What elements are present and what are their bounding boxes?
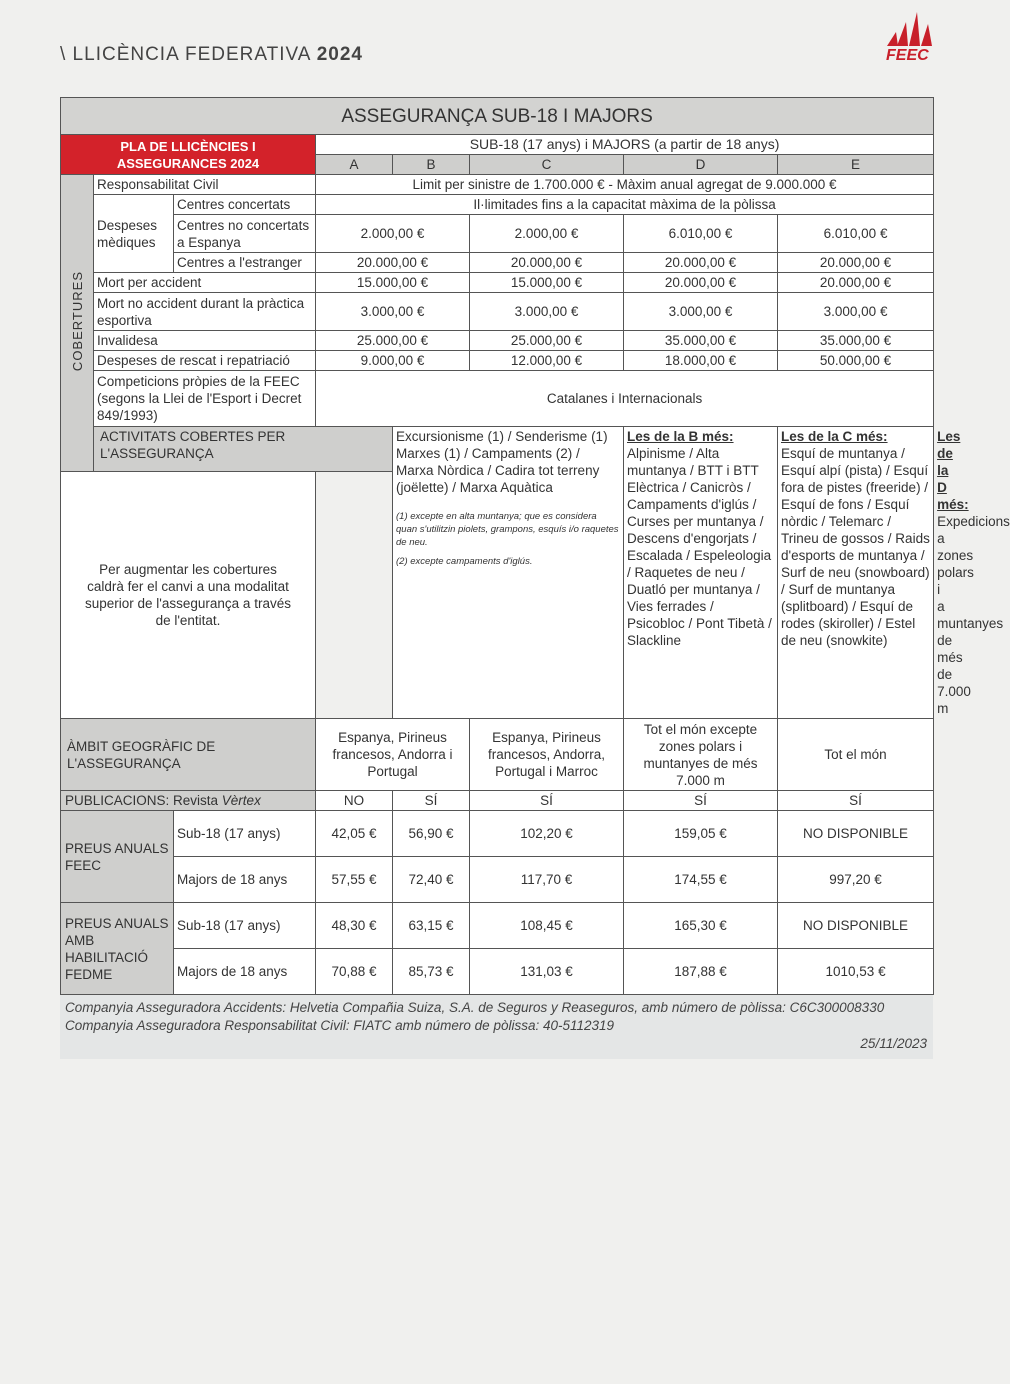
feec-logo (884, 10, 934, 66)
mort-accident-label: Mort per accident (94, 273, 316, 293)
row-competicions (61, 371, 934, 427)
value-cell: 25.000,00 € (316, 331, 470, 351)
plan-header-row (61, 135, 934, 155)
value-cell: 20.000,00 € (778, 273, 934, 293)
activitats-note: Per augmentar les cobertures caldrà fer el canvi a una modalitat superior de l'assegurança a través de l'entitat. (61, 471, 316, 718)
price-cell: 997,20 € (778, 857, 934, 903)
table-title-row (61, 98, 934, 135)
price-cell: 108,45 € (470, 903, 624, 949)
row-centres-concertats (61, 195, 934, 215)
price-cell: 174,55 € (624, 857, 778, 903)
row-ambit (61, 719, 934, 791)
row-centres-estranger (61, 253, 934, 273)
value-cell: 3.000,00 € (316, 293, 470, 331)
ambit-d: Tot el món excepte zones polars i muntanyes de més 7.000 m (624, 719, 778, 791)
row-activitats (61, 427, 934, 472)
row-rescat (61, 351, 934, 371)
preus-feec-label: PREUS ANUALS FEEC (61, 811, 174, 903)
price-cell: 117,70 € (470, 857, 624, 903)
row-preus-feec-sub18 (61, 811, 934, 857)
majors-label: Majors de 18 anys (174, 857, 316, 903)
value-cell: 20.000,00 € (624, 273, 778, 293)
publicacions-d: SÍ (624, 791, 778, 811)
insurance-table-container (60, 97, 1010, 1059)
publicacions-label (61, 791, 316, 811)
value-cell: 12.000,00 € (470, 351, 624, 371)
column-c: C (470, 155, 624, 175)
activitats-ab (393, 427, 624, 719)
ambit-e: Tot el món (778, 719, 934, 791)
value-cell: 20.000,00 € (316, 253, 470, 273)
value-cell: 35.000,00 € (624, 331, 778, 351)
centres-concertats-label: Centres concertats (174, 195, 316, 215)
publicacions-e: SÍ (778, 791, 934, 811)
price-cell: 57,55 € (316, 857, 393, 903)
activitats-ab-note1: (1) excepte en alta muntanya; que es considera quan s'utilitzin piolets, grampons, esquís i/o raquetes de neu. (396, 511, 619, 548)
value-cell: 25.000,00 € (470, 331, 624, 351)
rc-value: Limit per sinistre de 1.700.000 € - Màxim anual agregat de 9.000.000 € (316, 175, 934, 195)
price-cell: 70,88 € (316, 949, 393, 995)
activitats-c (624, 427, 778, 719)
majors-label: Majors de 18 anys (174, 949, 316, 995)
despeses-label: Despeses mèdiques (94, 195, 174, 273)
insurance-table (60, 97, 1010, 995)
row-mort-accident (61, 273, 934, 293)
centres-no-concertats-label: Centres no concertats a Espanya (174, 215, 316, 253)
competicions-value: Catalanes i Internacionals (316, 371, 934, 427)
price-cell: 102,20 € (470, 811, 624, 857)
activitats-ab-text: Excursionisme (1) / Senderisme (1) Marxes (1) / Campaments (2) / Marxa Nòrdica / Cadira tot terreny (joëlette) / Marxa Aquàtica (396, 429, 608, 495)
value-cell: 18.000,00 € (624, 351, 778, 371)
preus-fedme-label: PREUS ANUALS AMB HABILITACIÓ FEDME (61, 903, 174, 995)
table-title: ASSEGURANÇA SUB-18 I MAJORS (61, 98, 934, 135)
value-cell: 3.000,00 € (624, 293, 778, 331)
title-year: 2024 (316, 44, 363, 65)
row-centres-no-concertats (61, 215, 934, 253)
ambit-c: Espanya, Pirineus francesos, Andorra, Portugal i Marroc (470, 719, 624, 791)
value-cell: 20.000,00 € (624, 253, 778, 273)
value-cell: 6.010,00 € (778, 215, 934, 253)
activitats-c-head: Les de la B més: (627, 429, 734, 444)
rescat-label: Despeses de rescat i repatriació (94, 351, 316, 371)
centres-concertats-value: Il·limitades fins a la capacitat màxima de la pòlissa (316, 195, 934, 215)
sub18-label: Sub-18 (17 anys) (174, 903, 316, 949)
price-cell: 1010,53 € (778, 949, 934, 995)
price-cell: 48,30 € (316, 903, 393, 949)
document-title (60, 44, 363, 66)
column-b: B (393, 155, 470, 175)
price-cell: 187,88 € (624, 949, 778, 995)
value-cell: 15.000,00 € (316, 273, 470, 293)
publicacions-a: NO (316, 791, 393, 811)
column-a: A (316, 155, 393, 175)
value-cell: 9.000,00 € (316, 351, 470, 371)
invalidesa-label: Invalidesa (94, 331, 316, 351)
price-cell: 42,05 € (316, 811, 393, 857)
price-cell: NO DISPONIBLE (778, 903, 934, 949)
sub18-label: Sub-18 (17 anys) (174, 811, 316, 857)
mort-no-accident-label: Mort no accident durant la pràctica esportiva (94, 293, 316, 331)
price-cell: 85,73 € (393, 949, 470, 995)
row-preus-feec-majors (61, 857, 934, 903)
footer-line1: Companyia Asseguradora Accidents: Helvetia Compañia Suiza, S.A. de Seguros y Reaseguros, amb número de pòlissa: C6C300008330 (65, 1000, 885, 1015)
footer-line2: Companyia Asseguradora Responsabilitat Civil: FIATC amb número de pòlissa: 40-5112319 (65, 1018, 615, 1033)
footer (60, 995, 933, 1059)
price-cell: NO DISPONIBLE (778, 811, 934, 857)
plan-label: PLA DE LLICÈNCIES I ASSEGURANCES 2024 (61, 135, 316, 175)
price-cell: 165,30 € (624, 903, 778, 949)
publicacions-c: SÍ (470, 791, 624, 811)
activitats-label: ACTIVITATS COBERTES PER L'ASSEGURANÇA (94, 427, 393, 472)
title-prefix: \ LLICÈNCIA FEDERATIVA (60, 44, 311, 65)
footer-date: 25/11/2023 (860, 1036, 927, 1051)
logo-text: FEEC (886, 47, 929, 64)
publicacions-text: PUBLICACIONS: Revista (65, 793, 222, 808)
value-cell: 3.000,00 € (778, 293, 934, 331)
activitats-d-head: Les de la C més: (781, 429, 888, 444)
cobertures-label (61, 175, 94, 472)
value-cell: 50.000,00 € (778, 351, 934, 371)
row-preus-fedme-majors (61, 949, 934, 995)
publicacions-magazine: Vèrtex (221, 793, 261, 808)
mountain-logo-icon (884, 10, 934, 48)
activitats-e-text: Expedicions a zones polars i a muntanyes de més de 7.000 m (937, 514, 1010, 716)
price-cell: 56,90 € (393, 811, 470, 857)
centres-estranger-label: Centres a l'estranger (174, 253, 316, 273)
value-cell: 15.000,00 € (470, 273, 624, 293)
column-e: E (778, 155, 934, 175)
value-cell: 6.010,00 € (624, 215, 778, 253)
value-cell: 3.000,00 € (470, 293, 624, 331)
value-cell: 20.000,00 € (778, 253, 934, 273)
price-cell: 159,05 € (624, 811, 778, 857)
value-cell: 2.000,00 € (316, 215, 470, 253)
value-cell: 20.000,00 € (470, 253, 624, 273)
row-responsabilitat-civil (61, 175, 934, 195)
group-header: SUB-18 (17 anys) i MAJORS (a partir de 18 anys) (316, 135, 934, 155)
price-cell: 131,03 € (470, 949, 624, 995)
price-cell: 72,40 € (393, 857, 470, 903)
competicions-label: Competicions pròpies de la FEEC (segons la Llei de l'Esport i Decret 849/1993) (94, 371, 316, 427)
row-publicacions (61, 791, 934, 811)
rc-label: Responsabilitat Civil (94, 175, 316, 195)
activitats-c-text: Alpinisme / Alta muntanya / BTT i BTT Elèctrica / Canicròs / Campaments d'iglús / Curses per muntanya / Descens d'engorjats / Escalada / Espeleologia / Raquetes de neu / Duatló per muntanya / Vies ferrades / Psicobloc / Pont Tibetà / Slackline (627, 446, 772, 648)
row-invalidesa (61, 331, 934, 351)
activitats-ab-note2: (2) excepte campaments d'iglús. (396, 556, 533, 567)
row-preus-fedme-sub18 (61, 903, 934, 949)
activitats-d-text: Esquí de muntanya / Esquí alpí (pista) / Esquí fora de pistes (freeride) / Esquí de fons / Esquí nòrdic / Telemarc / Trineu de gossos / Raids d'esports de muntanya / Surf de neu (snowboard) / Surf de muntanya (splitboard) / Esquí de rodes (skiroller) / Estel de neu (snowkite) (781, 446, 930, 648)
activitats-e-head: Les de la D més: (937, 429, 969, 512)
price-cell: 63,15 € (393, 903, 470, 949)
cobertures-text: COBERTURES (69, 270, 85, 371)
column-d: D (624, 155, 778, 175)
ambit-ab: Espanya, Pirineus francesos, Andorra i Portugal (316, 719, 470, 791)
row-mort-no-accident (61, 293, 934, 331)
activitats-d (778, 427, 934, 719)
value-cell: 2.000,00 € (470, 215, 624, 253)
value-cell: 35.000,00 € (778, 331, 934, 351)
ambit-label: ÀMBIT GEOGRÀFIC DE L'ASSEGURANÇA (61, 719, 316, 791)
publicacions-b: SÍ (393, 791, 470, 811)
